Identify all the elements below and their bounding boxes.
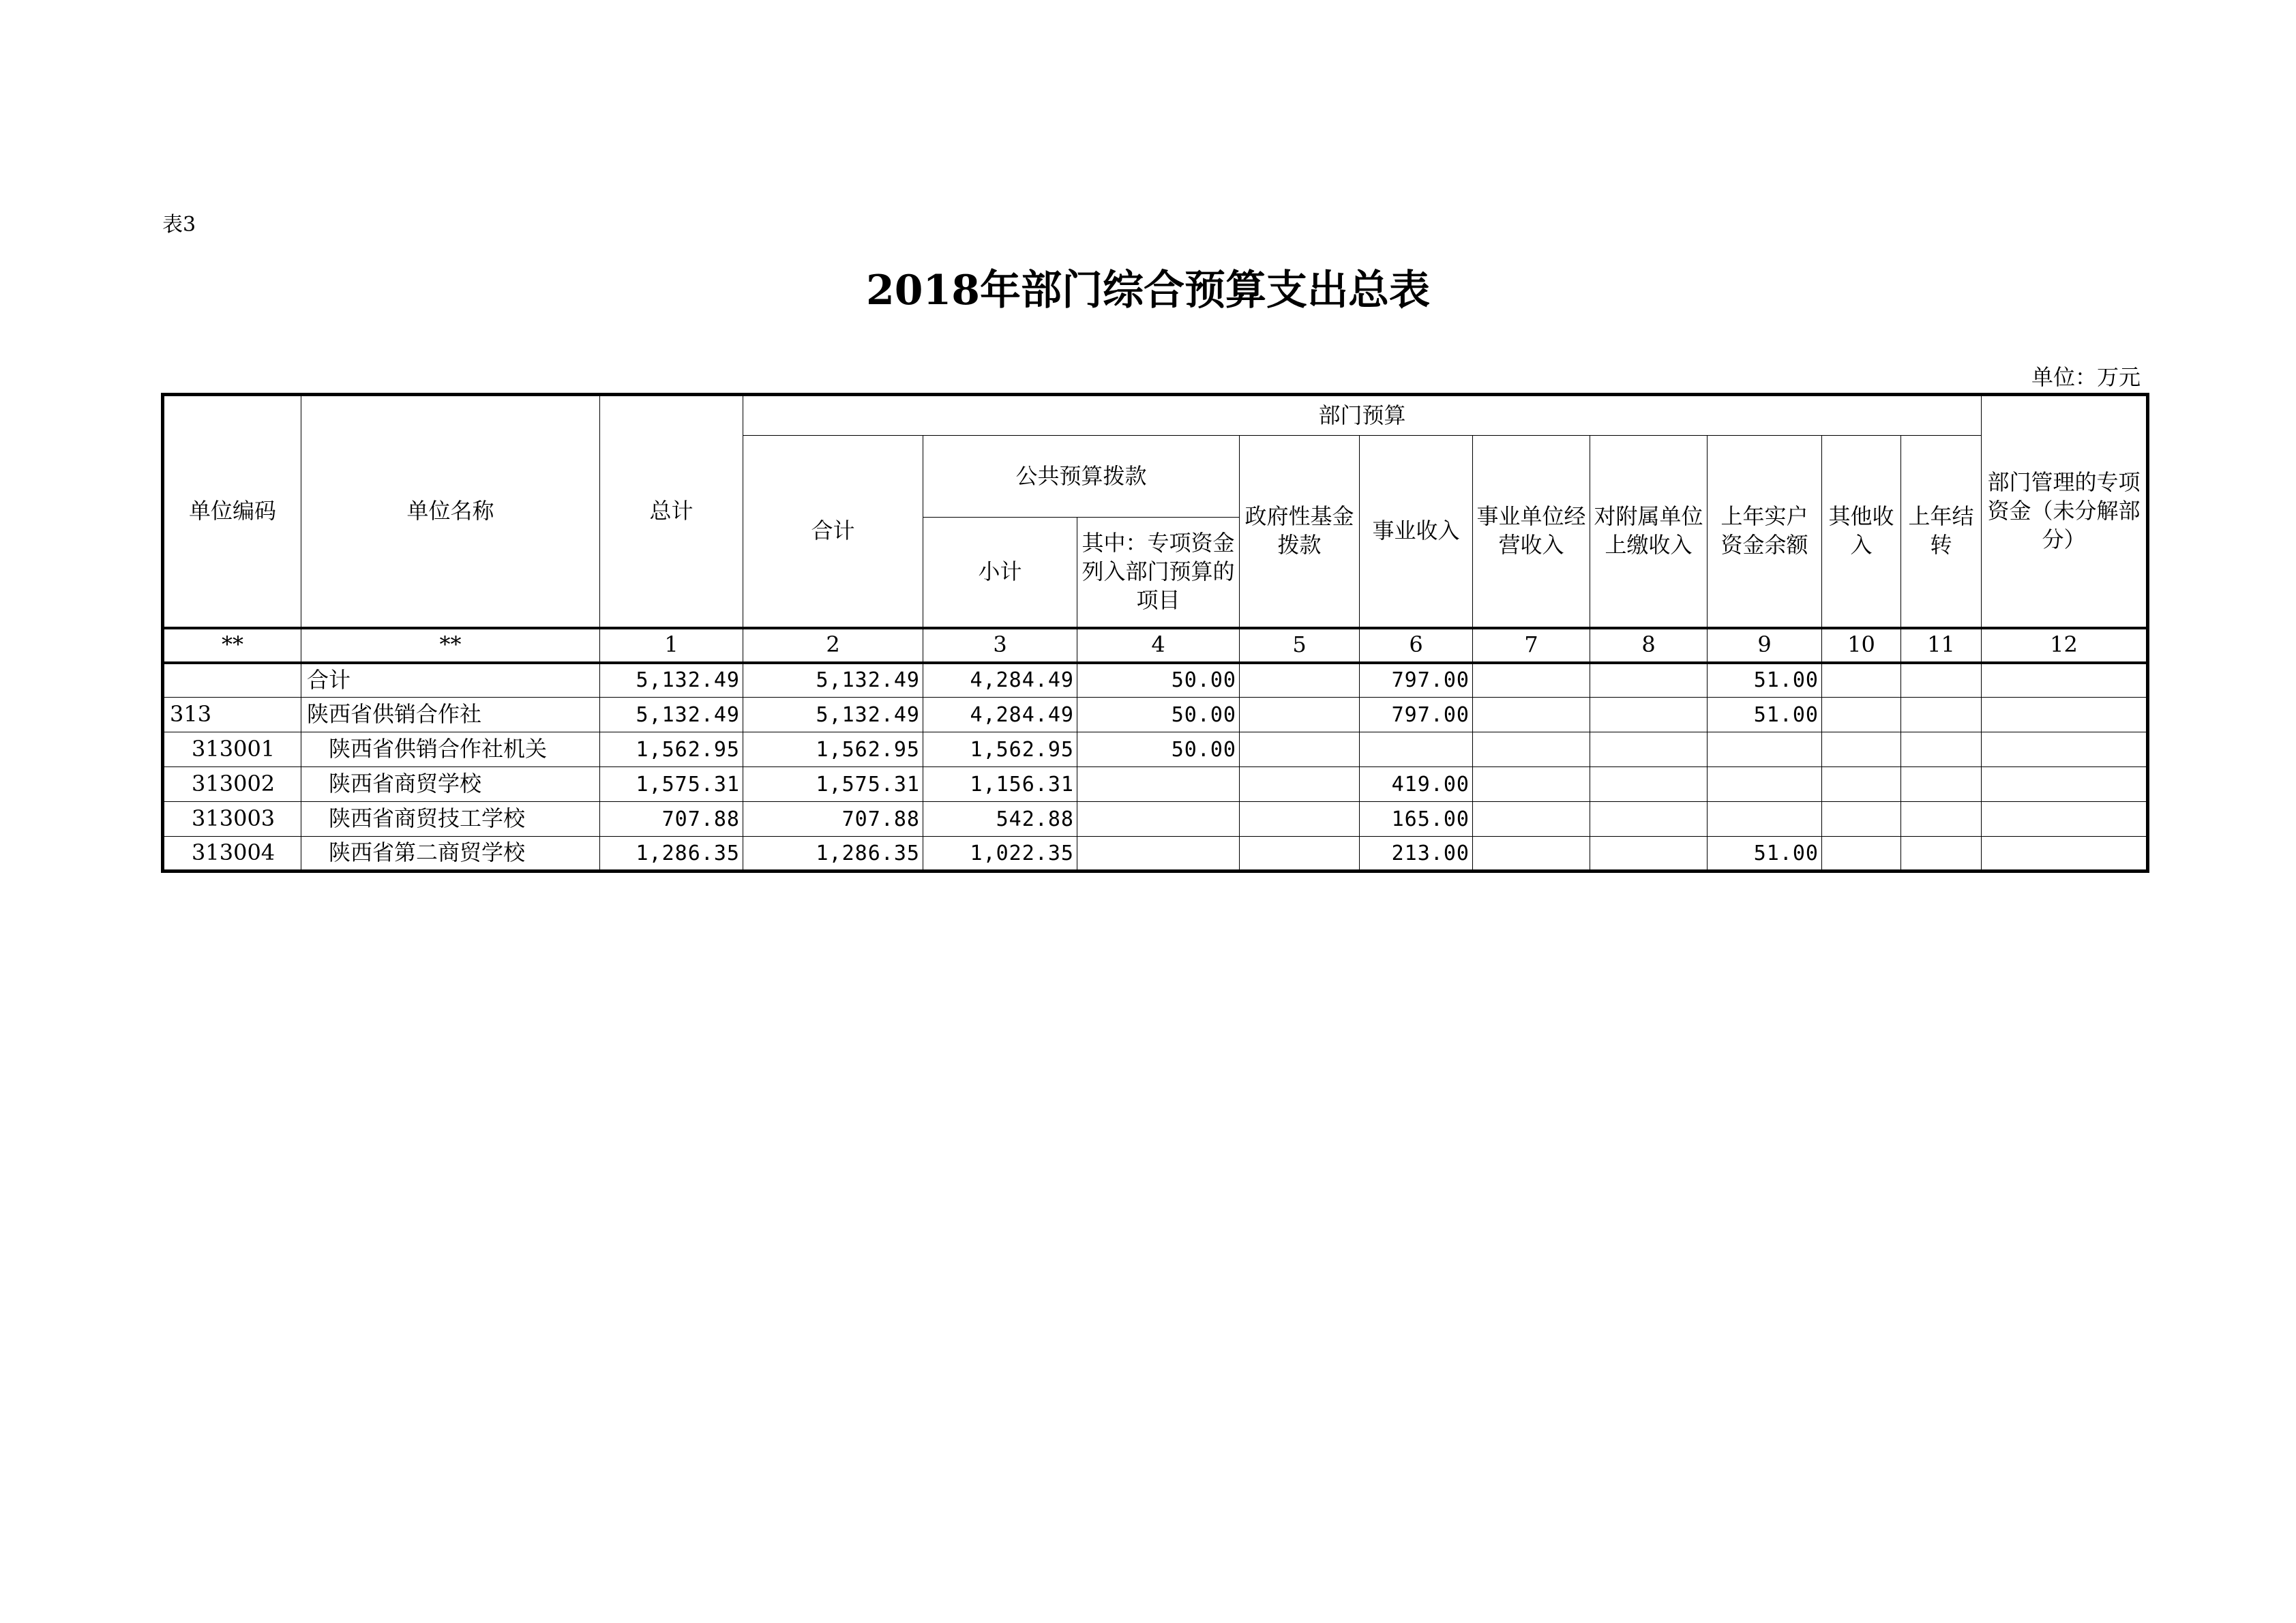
cell-name: 陕西省商贸技工学校 <box>301 802 600 837</box>
cell-value <box>1708 767 1822 802</box>
cell-value <box>1982 802 2148 837</box>
cell-name: 陕西省供销合作社机关 <box>301 732 600 767</box>
cell-value <box>1901 663 1982 698</box>
cell-value <box>1590 732 1708 767</box>
cell-value: 165.00 <box>1360 802 1473 837</box>
index-cell: 6 <box>1360 628 1473 663</box>
cell-value <box>1240 698 1360 732</box>
table-row <box>163 698 2148 732</box>
index-cell: 12 <box>1982 628 2148 663</box>
cell-value <box>1240 767 1360 802</box>
cell-value: 51.00 <box>1708 698 1822 732</box>
cell-value <box>1240 732 1360 767</box>
index-cell: 8 <box>1590 628 1708 663</box>
cell-value: 1,286.35 <box>600 837 743 872</box>
cell-value: 1,156.31 <box>923 767 1077 802</box>
header-special-items: 其中：专项资金列入部门预算的项目 <box>1077 518 1240 628</box>
header-sum: 合计 <box>743 436 923 628</box>
header-total: 总计 <box>600 395 743 628</box>
cell-value: 1,562.95 <box>923 732 1077 767</box>
cell-value <box>1360 732 1473 767</box>
index-cell: ** <box>301 628 600 663</box>
table-row <box>163 663 2148 698</box>
cell-value <box>1982 837 2148 872</box>
cell-value: 1,575.31 <box>743 767 923 802</box>
cell-value <box>1982 698 2148 732</box>
cell-value <box>1077 802 1240 837</box>
cell-value <box>1901 698 1982 732</box>
cell-value <box>1590 698 1708 732</box>
table-row <box>163 767 2148 802</box>
table-row <box>163 837 2148 872</box>
cell-value <box>1590 767 1708 802</box>
cell-value: 51.00 <box>1708 663 1822 698</box>
cell-value <box>1077 767 1240 802</box>
cell-value <box>1240 802 1360 837</box>
cell-value <box>1473 663 1590 698</box>
cell-name: 合计 <box>301 663 600 698</box>
cell-value: 50.00 <box>1077 663 1240 698</box>
cell-name: 陕西省第二商贸学校 <box>301 837 600 872</box>
header-gov-fund: 政府性基金拨款 <box>1240 436 1360 628</box>
cell-value <box>1240 663 1360 698</box>
index-row <box>163 628 2148 663</box>
cell-value: 707.88 <box>600 802 743 837</box>
cell-value: 50.00 <box>1077 698 1240 732</box>
header-operating-income: 事业单位经营收入 <box>1473 436 1590 628</box>
header-subtotal: 小计 <box>923 518 1077 628</box>
cell-value <box>1590 837 1708 872</box>
cell-value: 5,132.49 <box>743 698 923 732</box>
cell-value <box>1708 802 1822 837</box>
unit-note: 单位：万元 <box>2031 364 2141 390</box>
cell-value: 50.00 <box>1077 732 1240 767</box>
cell-code: 313003 <box>163 802 301 837</box>
cell-value: 1,022.35 <box>923 837 1077 872</box>
page-title: 2018年部门综合预算支出总表 <box>866 267 1430 314</box>
cell-value <box>1982 767 2148 802</box>
cell-code: 313002 <box>163 767 301 802</box>
budget-table <box>161 393 2149 873</box>
index-cell: 2 <box>743 628 923 663</box>
cell-value: 5,132.49 <box>743 663 923 698</box>
cell-value <box>1077 837 1240 872</box>
cell-code: 313004 <box>163 837 301 872</box>
index-cell: 4 <box>1077 628 1240 663</box>
cell-value: 542.88 <box>923 802 1077 837</box>
cell-code: 313 <box>163 698 301 732</box>
cell-value <box>1473 732 1590 767</box>
header-other-income: 其他收入 <box>1822 436 1901 628</box>
cell-value: 797.00 <box>1360 663 1473 698</box>
table-row <box>163 802 2148 837</box>
index-cell: 1 <box>600 628 743 663</box>
cell-value: 797.00 <box>1360 698 1473 732</box>
cell-value: 51.00 <box>1708 837 1822 872</box>
cell-value <box>1982 732 2148 767</box>
cell-value <box>1901 767 1982 802</box>
table-number-label: 表3 <box>162 213 196 237</box>
cell-value <box>1590 663 1708 698</box>
cell-value <box>1901 837 1982 872</box>
table-row <box>163 732 2148 767</box>
header-unit-name: 单位名称 <box>301 395 600 628</box>
header-public-budget: 公共预算拨款 <box>923 436 1240 518</box>
cell-value <box>1901 802 1982 837</box>
header-subordinate-income: 对附属单位上缴收入 <box>1590 436 1708 628</box>
cell-value <box>1473 767 1590 802</box>
cell-value <box>1822 767 1901 802</box>
header-special-fund: 部门管理的专项资金（未分解部分） <box>1982 395 2148 628</box>
index-cell: 3 <box>923 628 1077 663</box>
cell-value <box>1708 732 1822 767</box>
header-prior-carryover: 上年结转 <box>1901 436 1982 628</box>
cell-value <box>1901 732 1982 767</box>
cell-value: 707.88 <box>743 802 923 837</box>
cell-name: 陕西省商贸学校 <box>301 767 600 802</box>
index-cell: 7 <box>1473 628 1590 663</box>
cell-value <box>1473 802 1590 837</box>
cell-value <box>1982 663 2148 698</box>
cell-value: 4,284.49 <box>923 663 1077 698</box>
cell-value <box>1822 837 1901 872</box>
index-cell: 9 <box>1708 628 1822 663</box>
cell-value: 1,562.95 <box>600 732 743 767</box>
cell-value: 1,575.31 <box>600 767 743 802</box>
cell-value <box>1822 663 1901 698</box>
cell-value <box>1590 802 1708 837</box>
header-dept-budget: 部门预算 <box>743 395 1982 436</box>
cell-value: 213.00 <box>1360 837 1473 872</box>
cell-value: 5,132.49 <box>600 663 743 698</box>
cell-value: 419.00 <box>1360 767 1473 802</box>
cell-value <box>1240 837 1360 872</box>
cell-value <box>1473 837 1590 872</box>
index-cell: ** <box>163 628 301 663</box>
header-business-income: 事业收入 <box>1360 436 1473 628</box>
cell-value <box>1822 802 1901 837</box>
cell-value: 1,286.35 <box>743 837 923 872</box>
cell-name: 陕西省供销合作社 <box>301 698 600 732</box>
cell-value <box>1822 698 1901 732</box>
cell-code: 313001 <box>163 732 301 767</box>
header-prior-balance: 上年实户资金余额 <box>1708 436 1822 628</box>
header-unit-code: 单位编码 <box>163 395 301 628</box>
cell-value: 1,562.95 <box>743 732 923 767</box>
index-cell: 11 <box>1901 628 1982 663</box>
cell-value <box>1822 732 1901 767</box>
cell-code <box>163 663 301 698</box>
index-cell: 5 <box>1240 628 1360 663</box>
cell-value: 5,132.49 <box>600 698 743 732</box>
cell-value <box>1473 698 1590 732</box>
index-cell: 10 <box>1822 628 1901 663</box>
cell-value: 4,284.49 <box>923 698 1077 732</box>
